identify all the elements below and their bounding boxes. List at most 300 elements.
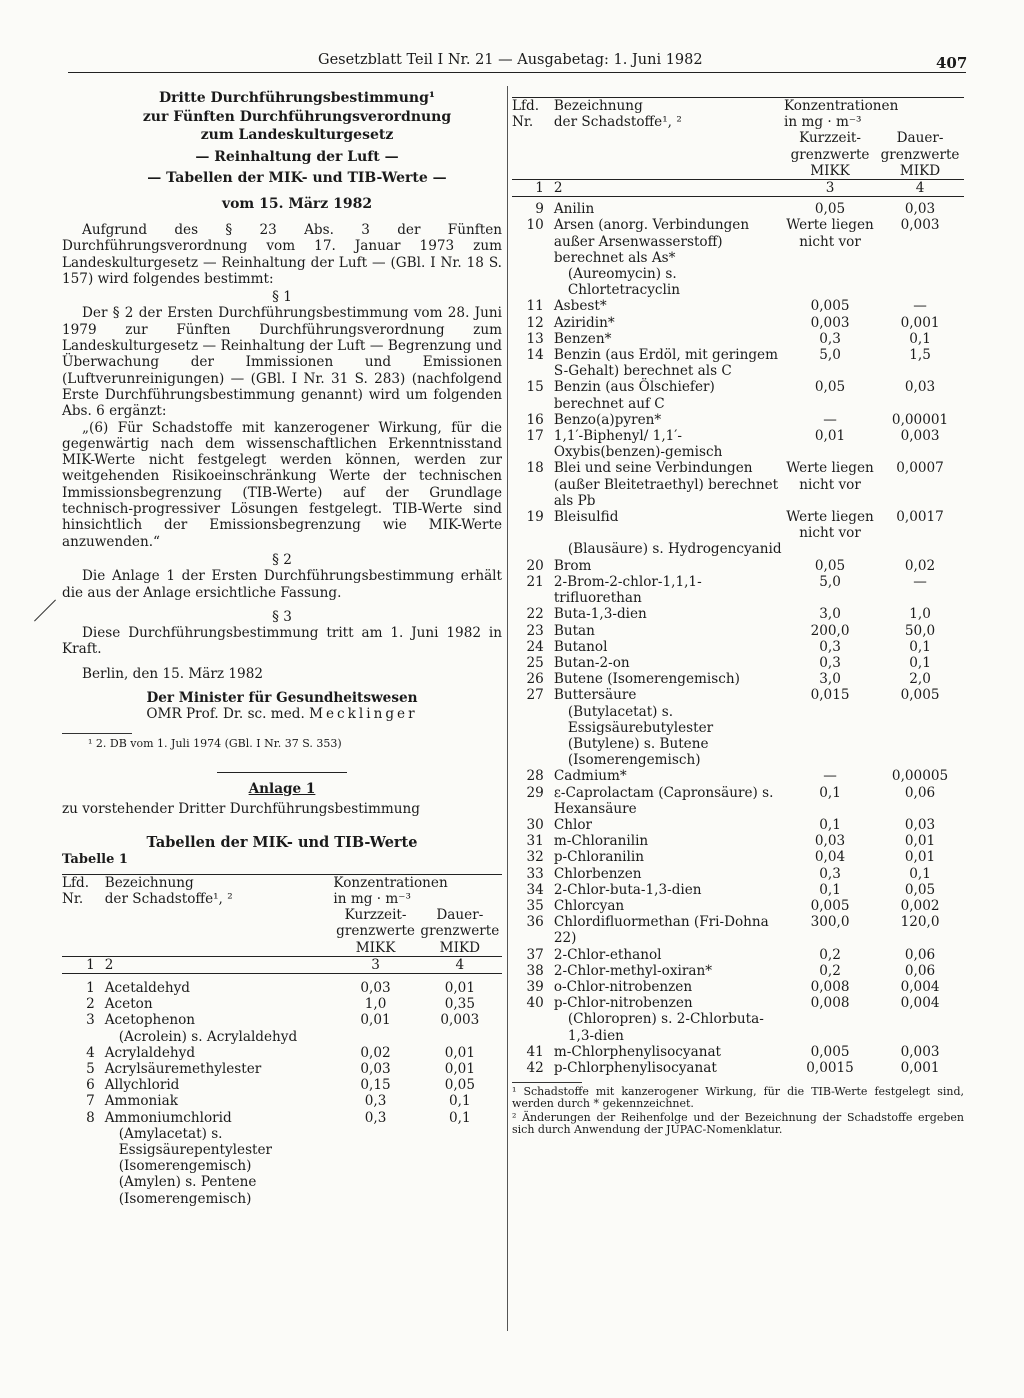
row-number: 6 [86, 1077, 95, 1094]
col-head [105, 875, 334, 907]
long-term-value: 0,01 [904, 849, 936, 866]
short-term-value: 0,04 [814, 849, 846, 866]
substance-name: Ammoniumchlorid [104, 1109, 232, 1126]
row-number: 20 [526, 557, 544, 574]
long-term-value: 0,1 [449, 1093, 471, 1110]
intro-paragraph: Aufgrund des § 23 Abs. 3 der Fünften Durchführungsverordnung vom 17. Januar 1973 zum Landeskulturgesetz — Reinhaltung der Luft — (GBl. I Nr. 18 S. 157) wird folgendes bestimmt: [62, 222, 502, 287]
long-term-value: 0,1 [909, 330, 931, 347]
long-term-value: 1,0 [909, 606, 931, 623]
row-number: 24 [526, 638, 544, 655]
long-term-value: 0,03 [904, 379, 936, 396]
short-term-value [784, 1011, 876, 1043]
substance-name: Chlorbenzen [553, 865, 642, 882]
short-term-value [784, 704, 876, 736]
table-row [512, 509, 964, 541]
row-number [512, 736, 554, 768]
col-head [784, 98, 964, 130]
table-row [62, 1110, 502, 1126]
substance-name: Chlordifluormethan (Fri-Dohna 22) [553, 914, 769, 947]
section-2-text: Die Anlage 1 der Ersten Durchführungsbestimmung erhält die aus der Anlage ersichtliche Fassung. [62, 568, 502, 601]
long-term-value: 0,002 [900, 897, 940, 914]
row-number: 41 [526, 1043, 544, 1060]
table-row [62, 1061, 502, 1077]
table-row [62, 996, 502, 1012]
anlage-subtitle: zu vorstehender Dritter Durchführungsbestimmung [62, 800, 421, 817]
page-header: Gesetzblatt Teil I Nr. 21 — Ausgabetag: 1. Juni 1982 [318, 52, 703, 68]
col-head-text: MIKK [355, 939, 396, 956]
table-row [62, 1126, 502, 1175]
substance-name: (Butylene) s. Butene (Isomerengemisch) [567, 735, 709, 769]
short-term-value: Werte liegen nicht vor [786, 217, 874, 250]
substance-name: p-Chlorphenylisocyanat [553, 1059, 717, 1076]
col-head-text: der Schadstoffe¹, ² [553, 114, 682, 131]
table-row [512, 914, 964, 946]
substance-name: (Aureomycin) s. Chlortetracyclin [567, 266, 680, 299]
long-term-value: 0,0017 [896, 509, 944, 526]
row-number: 11 [526, 298, 544, 315]
long-term-value: 50,0 [904, 622, 936, 639]
row-number [62, 1029, 105, 1045]
long-term-value: 1,5 [909, 347, 931, 364]
substance-name: (Amylacetat) s. Essigsäurepentylester (Isomerengemisch) [118, 1125, 273, 1175]
row-number: 12 [526, 314, 544, 331]
row-number: 34 [526, 881, 544, 898]
table-row [62, 980, 502, 996]
col-head [512, 98, 554, 130]
substance-name: Butan [553, 622, 595, 639]
substance-name: m-Chlorphenylisocyanat [553, 1043, 722, 1060]
short-term-value: 0,005 [810, 298, 850, 315]
col-head-text: Kurzzeit- [344, 907, 407, 924]
row-number: 27 [526, 687, 544, 704]
long-term-value: 0,003 [900, 217, 940, 234]
table-row [512, 460, 964, 509]
table-row [512, 558, 964, 574]
row-number: 30 [526, 816, 544, 833]
substance-name: 2-Chlor-buta-1,3-dien [553, 881, 702, 898]
col-number: 2 [553, 180, 563, 197]
long-term-value: 0,06 [904, 962, 936, 979]
table-row [512, 1044, 964, 1060]
col-head [62, 875, 105, 907]
row-number: 29 [526, 784, 544, 801]
substance-name: (Butylacetat) s. Essigsäurebutylester [567, 703, 714, 736]
col-head-text: Lfd. [512, 98, 540, 114]
substance-name: p-Chlor-nitrobenzen [553, 995, 693, 1012]
col-head-text: grenzwerte [790, 146, 870, 163]
long-term-value [876, 541, 964, 557]
substance-name: Benzen* [553, 330, 612, 347]
short-term-value: — [823, 768, 837, 785]
substance-name: 2-Chlor-methyl-oxiran* [553, 962, 712, 979]
row-number [512, 1011, 554, 1043]
column-divider [507, 86, 508, 1331]
anlage-title: Anlage 1 [248, 780, 316, 797]
row-number: 38 [526, 962, 544, 979]
row-number [512, 704, 554, 736]
short-term-value: 200,0 [810, 622, 850, 639]
short-term-value: Werte liegen nicht vor [786, 460, 874, 493]
short-term-value: 0,2 [819, 962, 841, 979]
signature-line [62, 706, 502, 722]
long-term-value: 2,0 [909, 671, 931, 688]
row-number: 19 [526, 509, 544, 526]
table-row [62, 1093, 502, 1109]
table-row [512, 817, 964, 833]
long-term-value: — [913, 298, 927, 315]
row-number: 2 [86, 996, 95, 1013]
title-line: zur Fünften Durchführungsverordnung [142, 108, 452, 125]
table-row [512, 882, 964, 898]
short-term-value: 0,005 [810, 897, 850, 914]
col-head-text: Bezeichnung [104, 874, 194, 891]
col-head-text: grenzwerte [420, 923, 500, 940]
substance-name: 2-Chlor-ethanol [553, 946, 662, 963]
substance-name: Aceton [104, 996, 153, 1013]
col-head-text: der Schadstoffe¹, ² [104, 891, 233, 907]
table-row [512, 655, 964, 671]
row-number: 35 [526, 897, 544, 914]
long-term-value: 0,01 [444, 980, 475, 997]
table-row [512, 849, 964, 865]
row-number: 13 [526, 330, 544, 347]
right-column [512, 97, 964, 1136]
long-term-value: 0,1 [909, 638, 931, 655]
short-term-value: 0,3 [364, 1093, 387, 1110]
table-row [62, 1045, 502, 1061]
long-term-value: 120,0 [900, 914, 940, 931]
short-term-value: 0,008 [810, 978, 850, 995]
place-date: Berlin, den 15. März 1982 [82, 665, 263, 682]
long-term-value: 0,05 [904, 881, 936, 898]
long-term-value: 0,03 [904, 816, 936, 833]
table-row [512, 947, 964, 963]
row-number: 37 [526, 946, 544, 963]
substance-name: Acrylsäuremethylester [104, 1061, 262, 1078]
short-term-value: 0,3 [819, 654, 841, 671]
col-number: 4 [915, 180, 925, 197]
table-row [512, 736, 964, 768]
short-term-value: 300,0 [810, 914, 850, 931]
table-row [512, 898, 964, 914]
page-number: 407 [936, 54, 968, 72]
section-1-text: Der § 2 der Ersten Durchführungsbestimmung vom 28. Juni 1979 zur Fünften Durchführungsverordnung zum Landeskulturgesetz — Reinhaltung der Luft — Begrenzung und Überwachung der Immissionen und Emissionen (Luftverunreinigungen) — (GBl. I Nr. 31 S. 283) (nachfolgend Erste Durchführungsbestimmung genannt) wird um folgenden Abs. 6 ergänzt: [62, 305, 502, 420]
col-number: 3 [371, 956, 380, 973]
col-number: 1 [535, 180, 544, 197]
substance-name: Anilin [553, 201, 595, 218]
short-term-value: 0,05 [814, 201, 846, 218]
short-term-value [333, 1174, 417, 1206]
table-row [512, 979, 964, 995]
substance-name: Chlor [553, 816, 593, 833]
table-row [512, 428, 964, 460]
table-row [512, 1060, 964, 1076]
substance-name: Chlorcyan [553, 897, 625, 914]
section-heading: § 3 [272, 608, 292, 625]
section-3-text: Diese Durchführungsbestimmung tritt am 1. Juni 1982 in Kraft. [62, 625, 502, 658]
substance-name: Arsen (anorg. Verbindungen außer Arsenwasserstoff) berechnet als As* [553, 217, 750, 266]
substance-name: Butanol [553, 638, 608, 655]
row-number: 5 [86, 1061, 95, 1078]
margin-mark [34, 600, 56, 622]
row-number: 17 [526, 428, 544, 445]
long-term-value [876, 266, 964, 298]
table-row [512, 298, 964, 314]
substance-name: (Chloropren) s. 2-Chlorbuta-1,3-dien [567, 1011, 764, 1044]
short-term-value: 0,005 [810, 1043, 850, 1060]
table-row [62, 1012, 502, 1028]
col-head-text: grenzwerte [336, 923, 415, 940]
long-term-value: 0,01 [444, 1061, 475, 1078]
title-line: — Tabellen der MIK- und TIB-Werte — [147, 170, 447, 186]
row-number: 33 [526, 865, 544, 882]
tables-title: Tabellen der MIK- und TIB-Werte [146, 834, 418, 852]
table-row [512, 574, 964, 606]
substance-name: (Blausäure) s. Hydrogencyanid [567, 541, 782, 558]
footnote-rule [512, 1082, 582, 1083]
long-term-value: 0,01 [904, 833, 936, 850]
long-term-value: 0,06 [904, 784, 936, 801]
col-head-text: MIKD [439, 939, 481, 956]
long-term-value: 0,1 [449, 1109, 471, 1126]
short-term-value: 3,0 [819, 671, 841, 688]
substance-name: Blei und seine Verbindungen (außer Bleitetraethyl) berechnet als Pb [553, 460, 779, 509]
substance-name: ε-Caprolactam (Capronsäure) s. Hexansäure [553, 784, 774, 817]
substance-name: m-Chloranilin [553, 833, 649, 850]
long-term-value: 0,03 [904, 201, 936, 218]
row-number: 1 [86, 980, 95, 997]
table-row [512, 866, 964, 882]
col-head-text: Konzentrationen [333, 874, 448, 891]
long-term-value: 0,004 [900, 995, 940, 1012]
substance-name: Acetaldehyd [104, 980, 191, 997]
table-row [512, 704, 964, 736]
long-term-value: 0,003 [440, 1012, 480, 1029]
long-term-value: 0,001 [900, 1059, 940, 1076]
row-number: 23 [526, 622, 544, 639]
row-number: 26 [526, 671, 544, 688]
short-term-value: 0,05 [814, 557, 846, 574]
short-term-value: 0,05 [814, 379, 846, 396]
footnote: ² Änderungen der Reihenfolge und der Bezeichnung der Schadstoffe ergeben sich durch Anwendung der JUPAC-Nomenklatur. [512, 1111, 964, 1137]
table-row [512, 266, 964, 298]
col-head [876, 130, 964, 179]
long-term-value: 0,05 [444, 1077, 475, 1094]
long-term-value: 0,001 [900, 314, 940, 331]
short-term-value: 0,03 [360, 1061, 391, 1078]
col-head-text: Nr. [62, 891, 84, 907]
short-term-value: 0,01 [814, 428, 846, 445]
short-term-value: 0,02 [360, 1044, 391, 1061]
table-label: Tabelle 1 [62, 851, 128, 867]
substance-name: 1,1′-Biphenyl/ 1,1′-Oxybis(benzen)-gemisch [553, 428, 723, 461]
col-head-text: MIKK [810, 162, 850, 179]
short-term-value: 1,0 [364, 996, 387, 1013]
substance-name: Aziridin* [553, 314, 615, 331]
col-head-text: grenzwerte [880, 146, 960, 163]
substance-name: Buttersäure [553, 687, 637, 704]
row-number: 15 [526, 379, 544, 396]
title-line: Dritte Durchführungsbestimmung¹ [158, 90, 435, 106]
col-head [554, 98, 784, 130]
row-number: 4 [86, 1044, 95, 1061]
substance-name: Asbest* [553, 298, 607, 315]
table-row [512, 412, 964, 428]
row-number: 39 [526, 978, 544, 995]
minister-line: Der Minister für Gesundheitswesen [146, 690, 418, 707]
short-term-value: 0,0015 [806, 1059, 854, 1076]
table-row [512, 1011, 964, 1043]
long-term-value: 0,02 [904, 557, 936, 574]
col-head-text: in mg · m⁻³ [784, 114, 862, 131]
substance-name: 2-Brom-2-chlor-1,1,1-trifluorethan [553, 573, 702, 607]
substance-name: o-Chlor-nitrobenzen [553, 978, 693, 995]
row-number: 3 [86, 1012, 95, 1029]
long-term-value: 0,35 [444, 996, 475, 1013]
long-term-value: 0,06 [904, 946, 936, 963]
col-head-text: in mg · m⁻³ [333, 891, 411, 907]
long-term-value: 0,1 [909, 865, 931, 882]
long-term-value: 0,003 [900, 1043, 940, 1060]
row-number [512, 541, 554, 557]
short-term-value [333, 1126, 417, 1175]
long-term-value: 0,005 [900, 687, 940, 704]
row-number: 40 [526, 995, 544, 1012]
row-number: 16 [526, 411, 544, 428]
row-number: 8 [86, 1109, 95, 1126]
substance-name: Butene (Isomerengemisch) [553, 671, 740, 688]
long-term-value: 0,003 [900, 428, 940, 445]
substance-table-right [512, 97, 964, 1076]
short-term-value: 0,1 [819, 784, 841, 801]
footnote: ¹ 2. DB vom 1. Juli 1974 (GBl. I Nr. 37 S. 353) [88, 736, 342, 750]
table-row [512, 217, 964, 266]
short-term-value [333, 1029, 417, 1045]
table-row [512, 201, 964, 217]
row-number: 14 [526, 347, 544, 364]
substance-name: Cadmium* [553, 768, 627, 785]
left-table-body [62, 980, 502, 1207]
signer-name: Mecklinger [309, 706, 418, 723]
col-head-text: Nr. [512, 114, 534, 131]
col-head-text: Lfd. [62, 874, 90, 891]
long-term-value [876, 1011, 964, 1043]
row-number: 9 [535, 201, 544, 218]
long-term-value: 0,00001 [891, 411, 949, 428]
col-head-text: Dauer- [896, 130, 944, 147]
short-term-value [784, 736, 876, 768]
short-term-value: 0,01 [360, 1012, 391, 1029]
short-term-value: 0,1 [819, 816, 841, 833]
col-number: 3 [825, 180, 835, 197]
short-term-value: 0,3 [364, 1109, 387, 1126]
long-term-value [876, 704, 964, 736]
section-heading: § 1 [272, 289, 292, 306]
row-number: 32 [526, 849, 544, 866]
short-term-value: 0,3 [819, 330, 841, 347]
table-row [512, 687, 964, 703]
footnote: ¹ Schadstoffe mit kanzerogener Wirkung, für die TIB-Werte festgelegt sind, werden durch * gekennzeichnet. [512, 1085, 964, 1111]
substance-name: Brom [553, 557, 592, 574]
table-row [512, 963, 964, 979]
table-row [512, 995, 964, 1011]
short-term-value: Werte liegen nicht vor [786, 509, 874, 542]
row-number: 21 [526, 573, 544, 590]
signer-prefix: OMR Prof. Dr. sc. med. [146, 706, 305, 723]
col-head [418, 907, 502, 956]
row-number [62, 1126, 105, 1175]
row-number: 22 [526, 606, 544, 623]
long-term-value [418, 1174, 502, 1206]
col-number: 1 [86, 956, 95, 973]
substance-name: Benzin (aus Ölschiefer) berechnet auf C [553, 379, 715, 412]
short-term-value: — [823, 411, 837, 428]
table-row [512, 606, 964, 622]
short-term-value: 0,3 [819, 865, 841, 882]
table-row [512, 639, 964, 655]
row-number [512, 266, 554, 298]
short-term-value: 5,0 [819, 573, 841, 590]
substance-name: Benzo(a)pyren* [553, 411, 662, 428]
short-term-value: 0,2 [819, 946, 841, 963]
long-term-value [418, 1126, 502, 1175]
short-term-value: 0,03 [814, 833, 846, 850]
short-term-value: 5,0 [819, 347, 841, 364]
col-number: 2 [104, 956, 114, 973]
row-number: 7 [86, 1093, 95, 1110]
col-head-text: Konzentrationen [784, 98, 899, 114]
footnote-rule [62, 733, 132, 734]
table-row [62, 1174, 502, 1206]
col-head-text: Dauer- [436, 907, 484, 924]
col-head-text: Bezeichnung [553, 98, 643, 114]
table-row [512, 671, 964, 687]
substance-name: Butan-2-on [553, 654, 630, 671]
date-line: vom 15. März 1982 [221, 195, 373, 212]
table-row [512, 785, 964, 817]
table-row [512, 768, 964, 784]
table-row [62, 1077, 502, 1093]
col-head [784, 130, 876, 179]
col-head [333, 875, 502, 907]
row-number: 31 [526, 833, 544, 850]
section-rule [217, 772, 347, 773]
substance-name: Acetophenon [104, 1012, 196, 1029]
short-term-value: 0,015 [810, 687, 850, 704]
substance-name: p-Chloranilin [553, 849, 644, 866]
long-term-value: 0,1 [909, 654, 931, 671]
row-number: 18 [526, 460, 544, 477]
table-row [512, 541, 964, 557]
table-row [512, 623, 964, 639]
section-heading: § 2 [272, 551, 292, 568]
substance-name: (Amylen) s. Pentene (Isomerengemisch) [118, 1174, 257, 1207]
short-term-value: 0,008 [810, 995, 850, 1012]
table-row [512, 347, 964, 379]
row-number: 10 [526, 217, 544, 234]
row-number [62, 1174, 105, 1206]
substance-name: Allychlorid [104, 1077, 180, 1094]
short-term-value: 0,03 [360, 980, 391, 997]
table-row [512, 833, 964, 849]
short-term-value: 0,1 [819, 881, 841, 898]
row-number: 42 [526, 1059, 544, 1076]
substance-name: (Acrolein) s. Acrylaldehyd [118, 1028, 298, 1045]
col-head [333, 907, 417, 956]
right-table-body [512, 201, 964, 1076]
substance-name: Acrylaldehyd [104, 1044, 196, 1061]
long-term-value: 0,01 [444, 1044, 475, 1061]
